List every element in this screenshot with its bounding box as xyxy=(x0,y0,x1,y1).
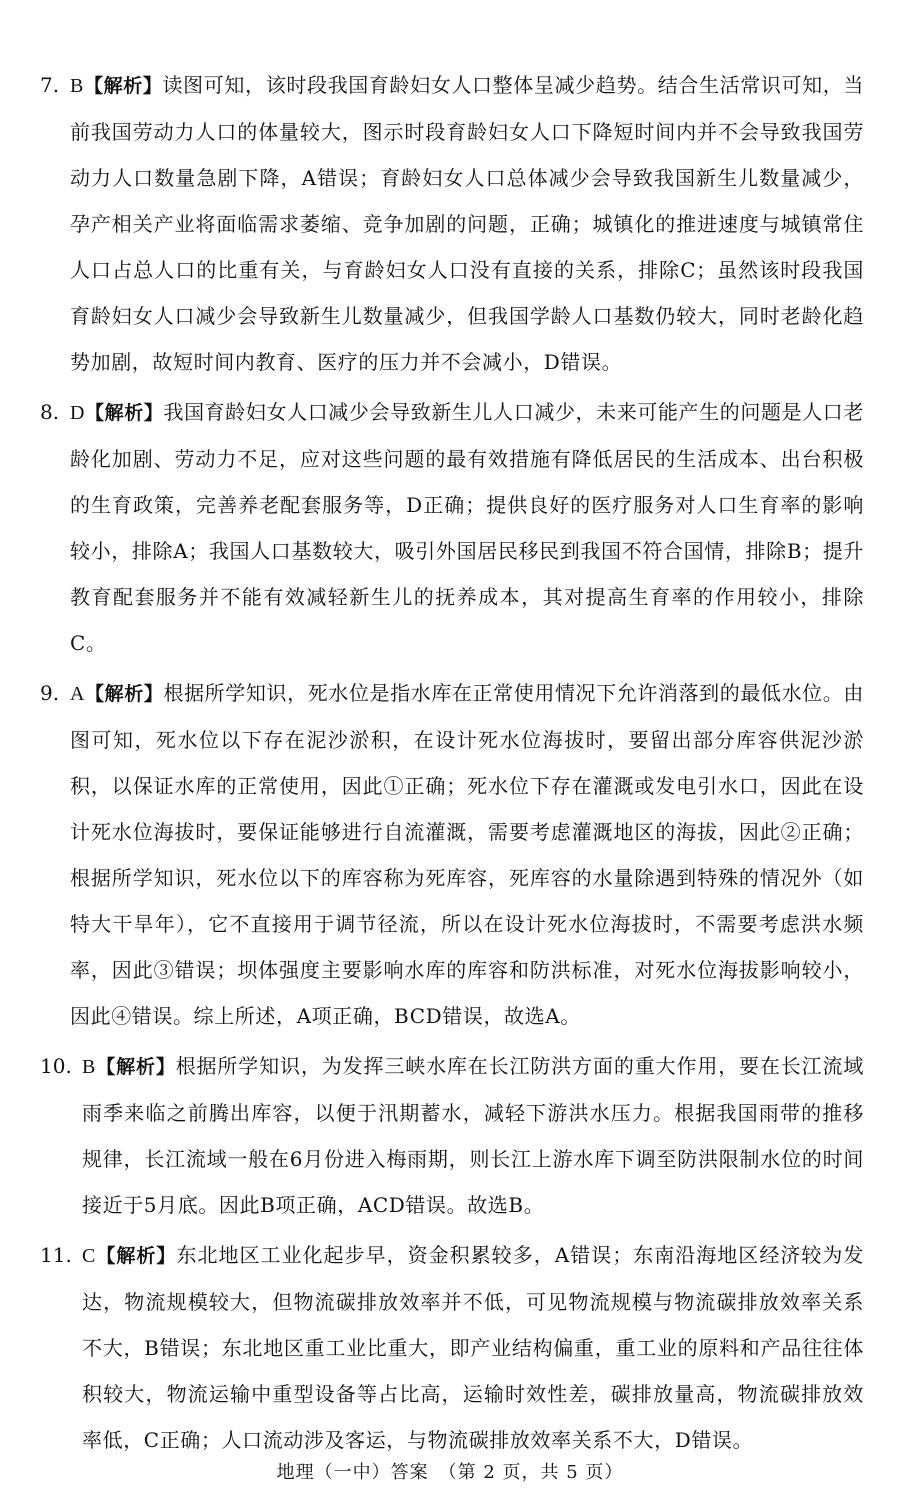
answer-item-8 xyxy=(40,389,864,666)
item-body xyxy=(70,389,864,666)
answer-letter: B xyxy=(82,1056,96,1078)
analysis-text: 我国育龄妇女人口减少会导致新生儿人口减少，未来可能产生的问题是人口老龄化加剧、劳动力不足，应对这些问题的最有效措施有降低居民的生活成本、出台积极的生育政策，完善养老配套服务等，D正确；提供良好的医疗服务对人口生育率的影响较小，排除A；我国人口基数较大，吸引外国居民移民到我国不符合国情，排除B；提升教育配套服务并不能有效减轻新生儿的抚养成本，其对提高生育率的作用较小，排除C。 xyxy=(70,400,864,655)
answer-letter: C xyxy=(82,1245,96,1267)
analysis-text: 根据所学知识，为发挥三峡水库在长江防洪方面的重大作用，要在长江流域雨季来临之前腾出库容，以便于汛期蓄水，减轻下游洪水压力。根据我国雨带的推移规律，长江流域一般在6月份进入梅雨期，则长江上游水库下调至防洪限制水位的时间接近于5月底。因此B项正确，ACD错误。故选B。 xyxy=(82,1054,864,1217)
item-number: 8. xyxy=(40,400,60,424)
answer-item-10 xyxy=(40,1043,864,1228)
answer-item-11 xyxy=(40,1232,864,1463)
analysis-tag: 【解析】 xyxy=(95,1245,177,1267)
analysis-text: 东北地区工业化起步早，资金积累较多，A错误；东南沿海地区经济较为发达，物流规模较大，但物流碳排放效率并不低，可见物流规模与物流碳排放效率关系不大，B错误；东北地区重工业比重大，即产业结构偏重，重工业的原料和产品往往体积较大，物流运输中重型设备等占比高，运输时效性差，碳排放量高，物流碳排放效率低，C正确；人口流动涉及客运，与物流碳排放效率关系不大，D错误。 xyxy=(82,1243,864,1452)
analysis-text: 根据所学知识，死水位是指水库在正常使用情况下允许消落到的最低水位。由图可知，死水位以下存在泥沙淤积，在设计死水位海拔时，要留出部分库容供泥沙淤积，以保证水库的正常使用，因此①正确；死水位下存在灌溉或发电引水口，因此在设计死水位海拔时，要保证能够进行自流灌溉，需要考虑灌溉地区的海拔，因此②正确；根据所学知识，死水位以下的库容称为死库容，死库容的水量除遇到特殊的情况外（如特大干旱年），它不直接用于调节径流，所以在设计死水位海拔时，不需要考虑洪水频率，因此③错误；坝体强度主要影响水库的库容和防洪标准，对死水位海拔影响较小，因此④错误。综上所述，A项正确，BCD错误，故选A。 xyxy=(70,681,864,1028)
analysis-tag: 【解析】 xyxy=(85,402,164,424)
answer-letter: D xyxy=(70,402,86,424)
item-number: 10. xyxy=(40,1054,72,1078)
answer-letter: B xyxy=(70,75,84,97)
analysis-text: 读图可知，该时段我国育龄妇女人口整体呈减少趋势。结合生活常识可知，当前我国劳动力人口的体量较大，图示时段育龄妇女人口下降短时间内并不会导致我国劳动力人口数量急剧下降，A错误；育龄妇女人口总体减少会导致我国新生儿数量减少，孕产相关产业将面临需求萎缩、竞争加剧的问题，正确；城镇化的推进速度与城镇常住人口占总人口的比重有关，与育龄妇女人口没有直接的关系，排除C；虽然该时段我国育龄妇女人口减少会导致新生儿数量减少，但我国学龄人口基数仍较大，同时老龄化趋势加剧，故短时间内教育、医疗的压力并不会减小，D错误。 xyxy=(70,73,865,374)
answer-item-7 xyxy=(40,62,864,385)
analysis-tag: 【解析】 xyxy=(83,75,163,97)
item-body xyxy=(70,670,864,1039)
answer-item-9 xyxy=(40,670,864,1039)
item-number: 9. xyxy=(40,681,60,705)
item-body xyxy=(82,1232,864,1463)
analysis-tag: 【解析】 xyxy=(85,683,164,705)
item-body xyxy=(82,1043,864,1228)
item-body xyxy=(70,62,864,385)
answer-letter: A xyxy=(70,683,86,705)
analysis-tag: 【解析】 xyxy=(95,1056,176,1078)
page-footer: 地理（一中）答案 （第 2 页，共 5 页） xyxy=(276,1462,624,1483)
item-number: 11. xyxy=(40,1243,72,1267)
item-number: 7. xyxy=(40,73,60,97)
